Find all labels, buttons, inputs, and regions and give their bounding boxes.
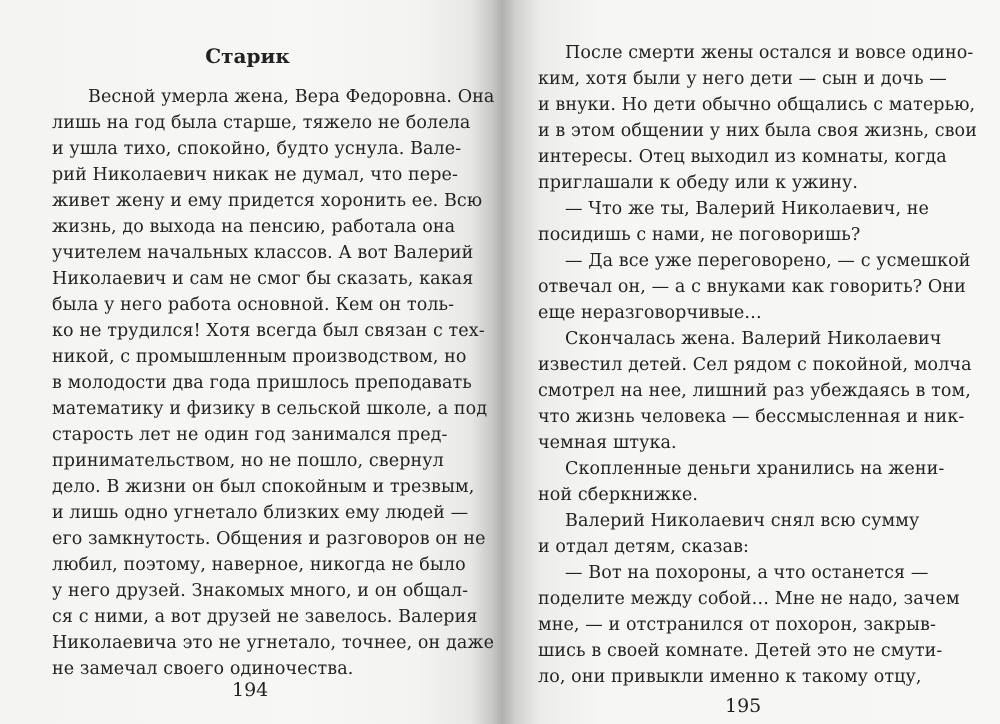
chapter-title: Старик [205,44,290,68]
text-line: и ушла тихо, спокойно, будто уснула. Вале- [52,139,462,159]
text-line: в молодости два года пришлось преподавать [52,373,472,393]
text-line: отвечал он, — а с внуками как говорить? Они [538,277,966,297]
text-line: рий Николаевич никак не думал, что пере- [52,165,459,185]
text-line: была у него работа основной. Кем он толь- [52,295,455,315]
text-line: ной сберкнижке. [538,485,699,505]
text-line: дело. В жизни он был спокойным и трезвым, [52,477,475,497]
text-line: у него друзей. Знакомых много, и он общал- [52,581,469,601]
text-line: Скончалась жена. Валерий Николаевич [565,329,942,349]
text-line: принимательством, но не пошло, свернул [52,451,444,471]
text-line: ко не трудился! Хотя всегда был связан с тех- [52,321,485,341]
text-line: любил, поэтому, наверное, никогда не было [52,555,466,575]
text-line: и отдал детям, сказав: [538,537,750,557]
text-line: ся с ними, а вот друзей не завелось. Валерия [52,607,478,627]
text-line: Николаевича это не угнетало, точнее, он даже [52,633,495,653]
text-line: — Да все уже переговорено, — с усмешкой [565,251,971,271]
text-line: посидишь с нами, не поговоришь? [538,225,861,245]
text-line: смотрел на нее, лишний раз убеждаясь в том, [538,381,971,401]
text-line: шись в своей комнате. Детей это не смути- [538,641,943,661]
page-number-right: 195 [725,695,762,717]
text-line: После смерти жены остался и вовсе одино- [565,43,974,63]
text-line: и лишь одно угнетало близких ему людей — [52,503,469,523]
text-line: Скопленные деньги хранились на жени- [565,459,945,479]
text-line: — Что же ты, Валерий Николаевич, не [565,199,930,219]
text-line: еще неразговорчивые… [538,303,762,323]
text-line: учителем начальных классов. А вот Валерий [52,243,474,263]
text-line: что жизнь человека — бессмысленная и ник- [538,407,965,427]
text-line: Николаевич и сам не смог бы сказать, какая [52,269,474,289]
text-line: и в этом общении у них была своя жизнь, свои [538,121,977,141]
text-line: никой, с промышленным производством, но [52,347,467,367]
text-line: известил детей. Сел рядом с покойной, молча [538,355,972,375]
text-line: Валерий Николаевич снял всю сумму [565,511,920,531]
text-line: и внуки. Но дети обычно общались с матерью, [538,95,976,115]
text-line: лишь на год была старше, тяжело не болела [52,113,471,133]
text-line: жизнь, до выхода на пенсию, работала она [52,217,456,237]
right-page [505,0,1000,724]
text-line: его замкнутость. Общения и разговоров он не [52,529,486,549]
text-line: — Вот на похороны, а что останется — [565,563,929,583]
left-page [0,0,495,724]
text-line: старость лет не один год занимался пред- [52,425,448,445]
text-line: мне, — и отстранился от похорон, закрыв- [538,615,936,635]
text-line: математику и физику в сельской школе, а под [52,399,488,419]
text-line: приглашали к обеду или к ужину. [538,173,859,193]
text-line: чемная штука. [538,433,677,453]
text-line: ким, хотя были у него дети — сын и дочь — [538,69,947,89]
text-line: Весной умерла жена, Вера Федоровна. Она [88,87,495,107]
text-line: живет жену и ему придется хоронить ее. Всю [52,191,483,211]
page-number-left: 194 [232,679,269,701]
text-line: интересы. Отец выходил из комнаты, когда [538,147,947,167]
text-line: не замечал своего одиночества. [52,659,354,679]
text-line: поделите между собой… Мне не надо, зачем [538,589,960,609]
text-line: ло, они привыкли именно к такому отцу, [538,667,922,687]
